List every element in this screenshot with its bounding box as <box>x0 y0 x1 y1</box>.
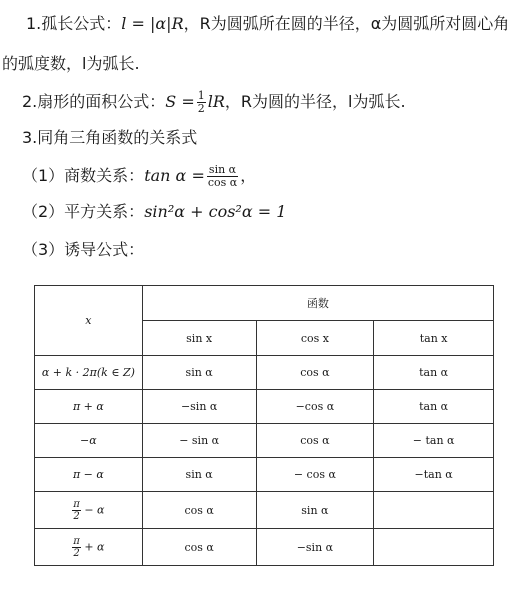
row-cos: cos α <box>256 356 374 390</box>
row-x <box>35 529 143 566</box>
row-cos: − cos α <box>256 458 374 492</box>
row-sin: −sin α <box>142 390 256 424</box>
row-x-tail: − α <box>84 503 105 516</box>
header-function: 函数 <box>142 286 493 321</box>
row-tan: tan α <box>374 356 494 390</box>
row-x-frac-num: π <box>73 535 80 547</box>
sector-area-formula-right: lR <box>207 92 225 111</box>
sector-area-frac-den: 2 <box>197 102 205 115</box>
row-cos: cos α <box>256 424 374 458</box>
sector-area-formula-left: S = <box>165 92 195 111</box>
row-x <box>35 492 143 529</box>
row-cos: sin α <box>256 492 374 529</box>
row-tan <box>374 492 494 529</box>
row-x: α + k · 2π(k ∈ Z) <box>35 356 143 390</box>
row-x-frac-den: 2 <box>73 510 80 522</box>
row-tan: − tan α <box>374 424 494 458</box>
row-cos: −sin α <box>256 529 374 566</box>
row-x-frac-num: π <box>73 498 80 510</box>
row-cos: −cos α <box>256 390 374 424</box>
sector-area-rest: ，R为圆的半径，l为弧长. <box>224 92 406 111</box>
header-x: x <box>35 286 143 356</box>
table-row <box>35 458 494 492</box>
row-x-fraction <box>72 536 81 559</box>
sector-area-frac-num: 1 <box>197 89 205 102</box>
row-x-tail: + α <box>84 540 105 553</box>
line-induction-heading: （3）诱导公式： <box>22 240 145 259</box>
row-x: π − α <box>35 458 143 492</box>
quotient-rest: ， <box>240 166 257 185</box>
row-sin: sin α <box>142 356 256 390</box>
line-square-relation <box>22 202 286 222</box>
line-sector-area <box>22 90 406 115</box>
square-formula: sin²α + cos²α = 1 <box>144 202 287 221</box>
header-cos: cos x <box>256 321 374 356</box>
row-sin: cos α <box>142 529 256 566</box>
line-arc-length <box>26 14 509 34</box>
row-tan <box>374 529 494 566</box>
square-lead: （2）平方关系： <box>22 202 145 221</box>
quotient-formula-left: tan α = <box>144 166 205 185</box>
table-row <box>35 424 494 458</box>
arc-length-lead: 1.孤长公式： <box>26 14 122 33</box>
quotient-fraction <box>207 164 238 189</box>
row-sin: cos α <box>142 492 256 529</box>
induction-formula-table <box>34 285 494 566</box>
table-row <box>35 356 494 390</box>
sector-area-fraction <box>197 90 206 115</box>
table-row <box>35 529 494 566</box>
line-trig-relations-heading: 3.同角三角函数的关系式 <box>22 128 198 147</box>
line-quotient-relation <box>22 164 256 189</box>
row-sin: sin α <box>142 458 256 492</box>
arc-length-rest: ，R为圆弧所在圆的半径，α为圆弧所对圆心角 <box>183 14 510 33</box>
row-sin: − sin α <box>142 424 256 458</box>
row-tan: −tan α <box>374 458 494 492</box>
row-x-fraction <box>72 499 81 522</box>
row-x: π + α <box>35 390 143 424</box>
quotient-lead: （1）商数关系： <box>22 166 145 185</box>
quotient-frac-num: sin α <box>207 164 238 177</box>
quotient-frac-den: cos α <box>207 176 238 189</box>
table-row <box>35 390 494 424</box>
row-x-frac-den: 2 <box>73 547 80 559</box>
row-tan: tan α <box>374 390 494 424</box>
row-x: −α <box>35 424 143 458</box>
arc-length-formula: l = |α|R <box>121 14 184 33</box>
header-sin: sin x <box>142 321 256 356</box>
header-tan: tan x <box>374 321 494 356</box>
table-row <box>35 492 494 529</box>
sector-area-lead: 2.扇形的面积公式： <box>22 92 166 111</box>
line-arc-length-cont: 的弧度数，l为弧长. <box>2 54 140 73</box>
